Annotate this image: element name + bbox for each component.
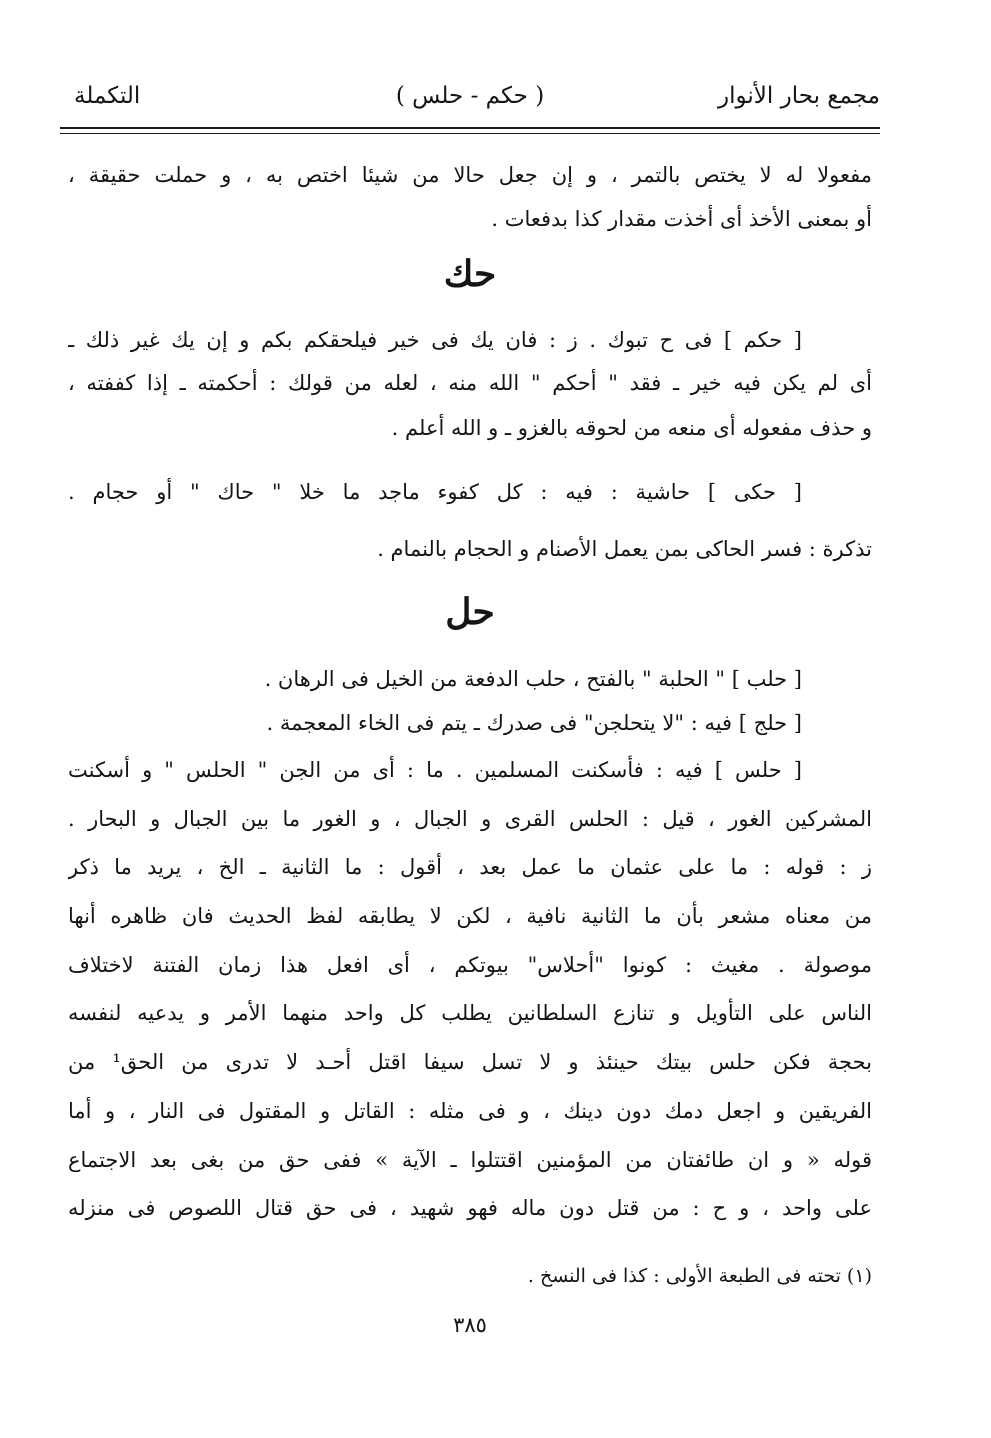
halas-line-6: الناس على التأويل و تنازع السلطانين يطلب كل واحد منهما الأمر و يدعيه لنفسه	[68, 1001, 872, 1025]
intro-line-1: مفعولا له لا يختص بالتمر ، و إن جعل حالا من شيئا اختص به ، و حملت حقيقة ،	[68, 163, 872, 187]
halas-line-4: من معناه مشعر بأن ما الثانية نافية ، لكن لا يطابقه لفظ الحديث فان ظاهره أنها	[68, 904, 872, 928]
halab-line: [ حلب ] " الحلبة " بالفتح ، حلب الدفعة من الخيل فى الرهان .	[264, 667, 802, 691]
section-range: ( حكم - حلس )	[395, 83, 545, 109]
header-rule-thick	[60, 127, 880, 129]
tadhkira-line: تذكرة : فسر الحاكى بمن يعمل الأصنام و الحجام بالنمام .	[377, 537, 872, 561]
intro-line-2: أو بمعنى الأخذ أى أخذت مقدار كذا بدفعات .	[491, 207, 872, 231]
halas-line-7: بحجة فكن حلس بيتك حينئذ و لا تسل سيفا اقتل أحـد لا تدرى من الحق¹ من	[68, 1050, 872, 1074]
hakam-line-1: [ حكم ] فى ح تبوك . ز : فان يك فى خير فيلحقكم بكم و إن يك غير ذلك ـ	[68, 328, 802, 352]
supplement-label: التكملة	[74, 83, 141, 109]
halas-line-3: ز : قوله : ما على عثمان ما عمل بعد ، أقول : ما الثانية ـ الخ ، يريد ما ذكر	[68, 855, 872, 879]
entry-heading-hak: حك	[443, 253, 497, 295]
halas-line-5: موصولة . مغيث : كونوا "أحلاس" بيوتكم ، أى افعل هذا زمان الفتنة لاختلاف	[68, 953, 872, 977]
footnote: (١) تحته فى الطبعة الأولى : كذا فى النسخ .	[527, 1265, 872, 1287]
halas-line-1: [ حلس ] فيه : فأسكنت المسلمين . ما : أى من الجن " الحلس " و أسكنت	[68, 758, 802, 782]
halas-line-10: على واحد ، و ح : من قتل دون ماله فهو شهيد ، فى حق قتال اللصوص فى منزله	[68, 1196, 872, 1220]
halas-line-8: الفريقين و اجعل دمك دون دينك ، و فى مثله : القاتل و المقتول فى النار ، و أما	[68, 1099, 872, 1123]
running-header	[60, 80, 880, 124]
entry-heading-hal: حل	[445, 591, 495, 633]
page-number: ٣٨٥	[453, 1313, 487, 1337]
halaj-line: [ حلج ] فيه : "لا يتحلجن" فى صدرك ـ يتم فى الخاء المعجمة .	[266, 711, 802, 735]
header-rule-thin	[60, 133, 880, 134]
hakam-line-3: و حذف مفعوله أى منعه من لحوقه بالغزو ـ و الله أعلم .	[391, 416, 872, 440]
halas-line-9: قوله « و ان طائفتان من المؤمنين اقتتلوا ـ الآية » ففى حق من بغى بعد الاجتماع	[68, 1148, 872, 1172]
book-page	[60, 0, 880, 1438]
haki-line: [ حكى ] حاشية : فيه : كل كفوء ماجد ما خلا " حاك " أو حجام .	[68, 480, 802, 504]
hakam-line-2: أى لم يكن فيه خير ـ فقد " أحكم " الله منه ، لعله من قولك : أحكمته ـ إذا كففته ،	[68, 371, 872, 395]
book-title: مجمع بحار الأنوار	[718, 83, 880, 109]
halas-line-2: المشركين الغور ، قيل : الحلس القرى و الجبال ، و الغور ما بين الجبال و البحار .	[68, 807, 872, 831]
